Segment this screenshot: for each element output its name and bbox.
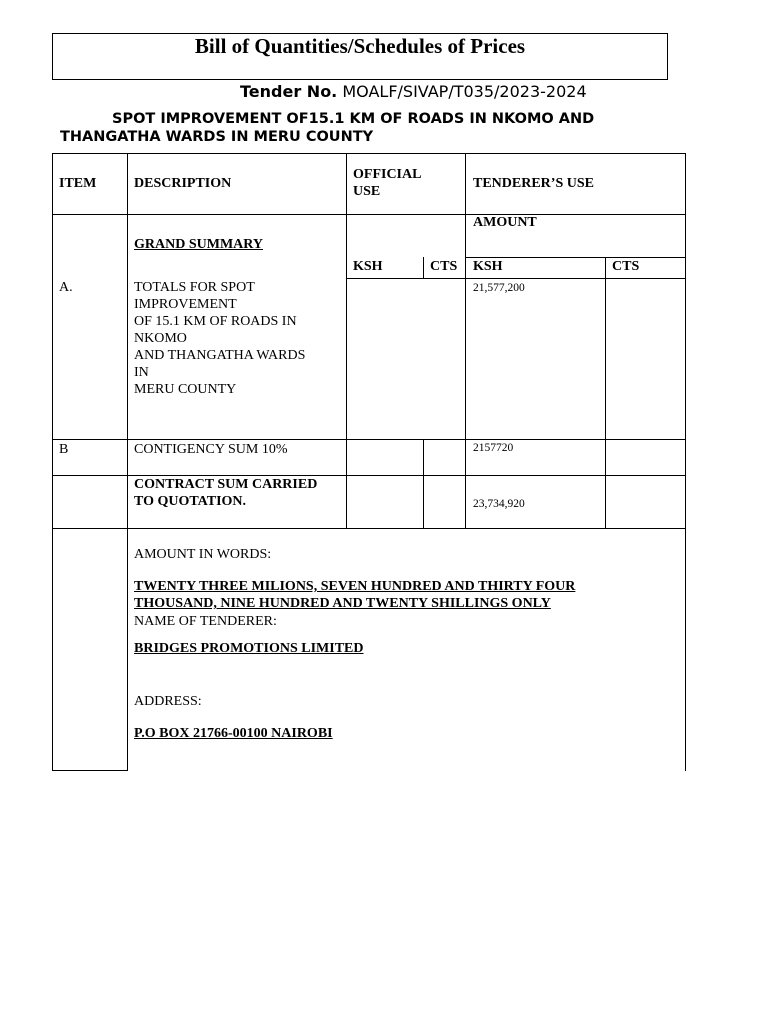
project-title-line1: SPOT IMPROVEMENT OF15.1 KM OF ROADS IN NKOMO AND — [112, 111, 595, 127]
row-b-amount: 2157720 — [473, 442, 514, 454]
header-official-use-line2: USE — [353, 184, 381, 199]
header-cts-official: CTS — [430, 259, 458, 274]
row-b-item: B — [59, 442, 69, 457]
col-divider — [346, 153, 347, 529]
table-border-right — [685, 153, 686, 771]
tenderer-name-label: NAME OF TENDERER: — [134, 614, 277, 629]
row-c-desc-line2: TO QUOTATION. — [134, 494, 247, 509]
table-border-left — [52, 153, 53, 771]
address-label: ADDRESS: — [134, 694, 202, 709]
amount-in-words-line2: THOUSAND, NINE HUNDRED AND TWENTY SHILLINGS ONLY — [134, 596, 551, 611]
col-divider — [423, 439, 424, 529]
header-official-use-line1: OFFICIAL — [353, 167, 422, 182]
tender-number-line — [240, 82, 587, 101]
row-a-desc-line: AND THANGATHA WARDS — [134, 348, 306, 363]
address-value: P.O BOX 21766-00100 NAIROBI — [134, 726, 333, 741]
document-title: Bill of Quantities/Schedules of Prices — [194, 34, 526, 58]
row-a-desc-line: IN — [134, 365, 149, 380]
col-divider — [423, 257, 424, 278]
project-title — [60, 110, 660, 146]
row-a-description — [134, 279, 305, 398]
tender-number: MOALF/SIVAP/T035/2023-2024 — [342, 82, 587, 101]
amount-in-words-label: AMOUNT IN WORDS: — [134, 547, 272, 562]
header-ksh-tenderer: KSH — [473, 259, 503, 274]
table-border-top — [52, 153, 686, 154]
row-a-amount: 21,577,200 — [473, 282, 525, 294]
row-c-description — [134, 476, 317, 510]
row-a-desc-line: TOTALS FOR SPOT — [134, 280, 255, 295]
col-divider — [465, 153, 466, 529]
row-a-item: A. — [59, 280, 73, 295]
project-title-line2: THANGATHA WARDS IN MERU COUNTY — [60, 129, 374, 145]
header-tenderers-use: TENDERER’S USE — [473, 176, 594, 191]
row-a-desc-line: MERU COUNTY — [134, 382, 237, 397]
tenderer-name-value: BRIDGES PROMOTIONS LIMITED — [134, 641, 364, 656]
row-divider — [52, 214, 686, 215]
header-official-use — [353, 166, 421, 200]
amount-in-words-value — [134, 578, 575, 612]
grand-summary-heading: GRAND SUMMARY — [134, 237, 263, 252]
row-a-desc-line: IMPROVEMENT — [134, 297, 237, 312]
tender-label: Tender No. — [240, 82, 338, 101]
row-a-desc-line: OF 15.1 KM OF ROADS IN — [134, 314, 297, 329]
row-divider — [52, 528, 686, 529]
col-divider — [127, 153, 128, 771]
amount-in-words-line1: TWENTY THREE MILIONS, SEVEN HUNDRED AND THIRTY FOUR — [134, 579, 576, 594]
row-c-amount: 23,734,920 — [473, 498, 525, 510]
row-divider — [346, 278, 686, 279]
col-divider — [605, 257, 606, 529]
header-amount: AMOUNT — [473, 215, 537, 230]
header-ksh-official: KSH — [353, 259, 383, 274]
row-a-desc-line: NKOMO — [134, 331, 187, 346]
row-b-description: CONTIGENCY SUM 10% — [134, 442, 288, 457]
header-description: DESCRIPTION — [134, 176, 232, 191]
header-item: ITEM — [59, 176, 97, 191]
header-cts-tenderer: CTS — [612, 259, 640, 274]
row-c-desc-line1: CONTRACT SUM CARRIED — [134, 477, 318, 492]
row-divider — [52, 439, 686, 440]
table-border-bottom — [52, 770, 128, 771]
